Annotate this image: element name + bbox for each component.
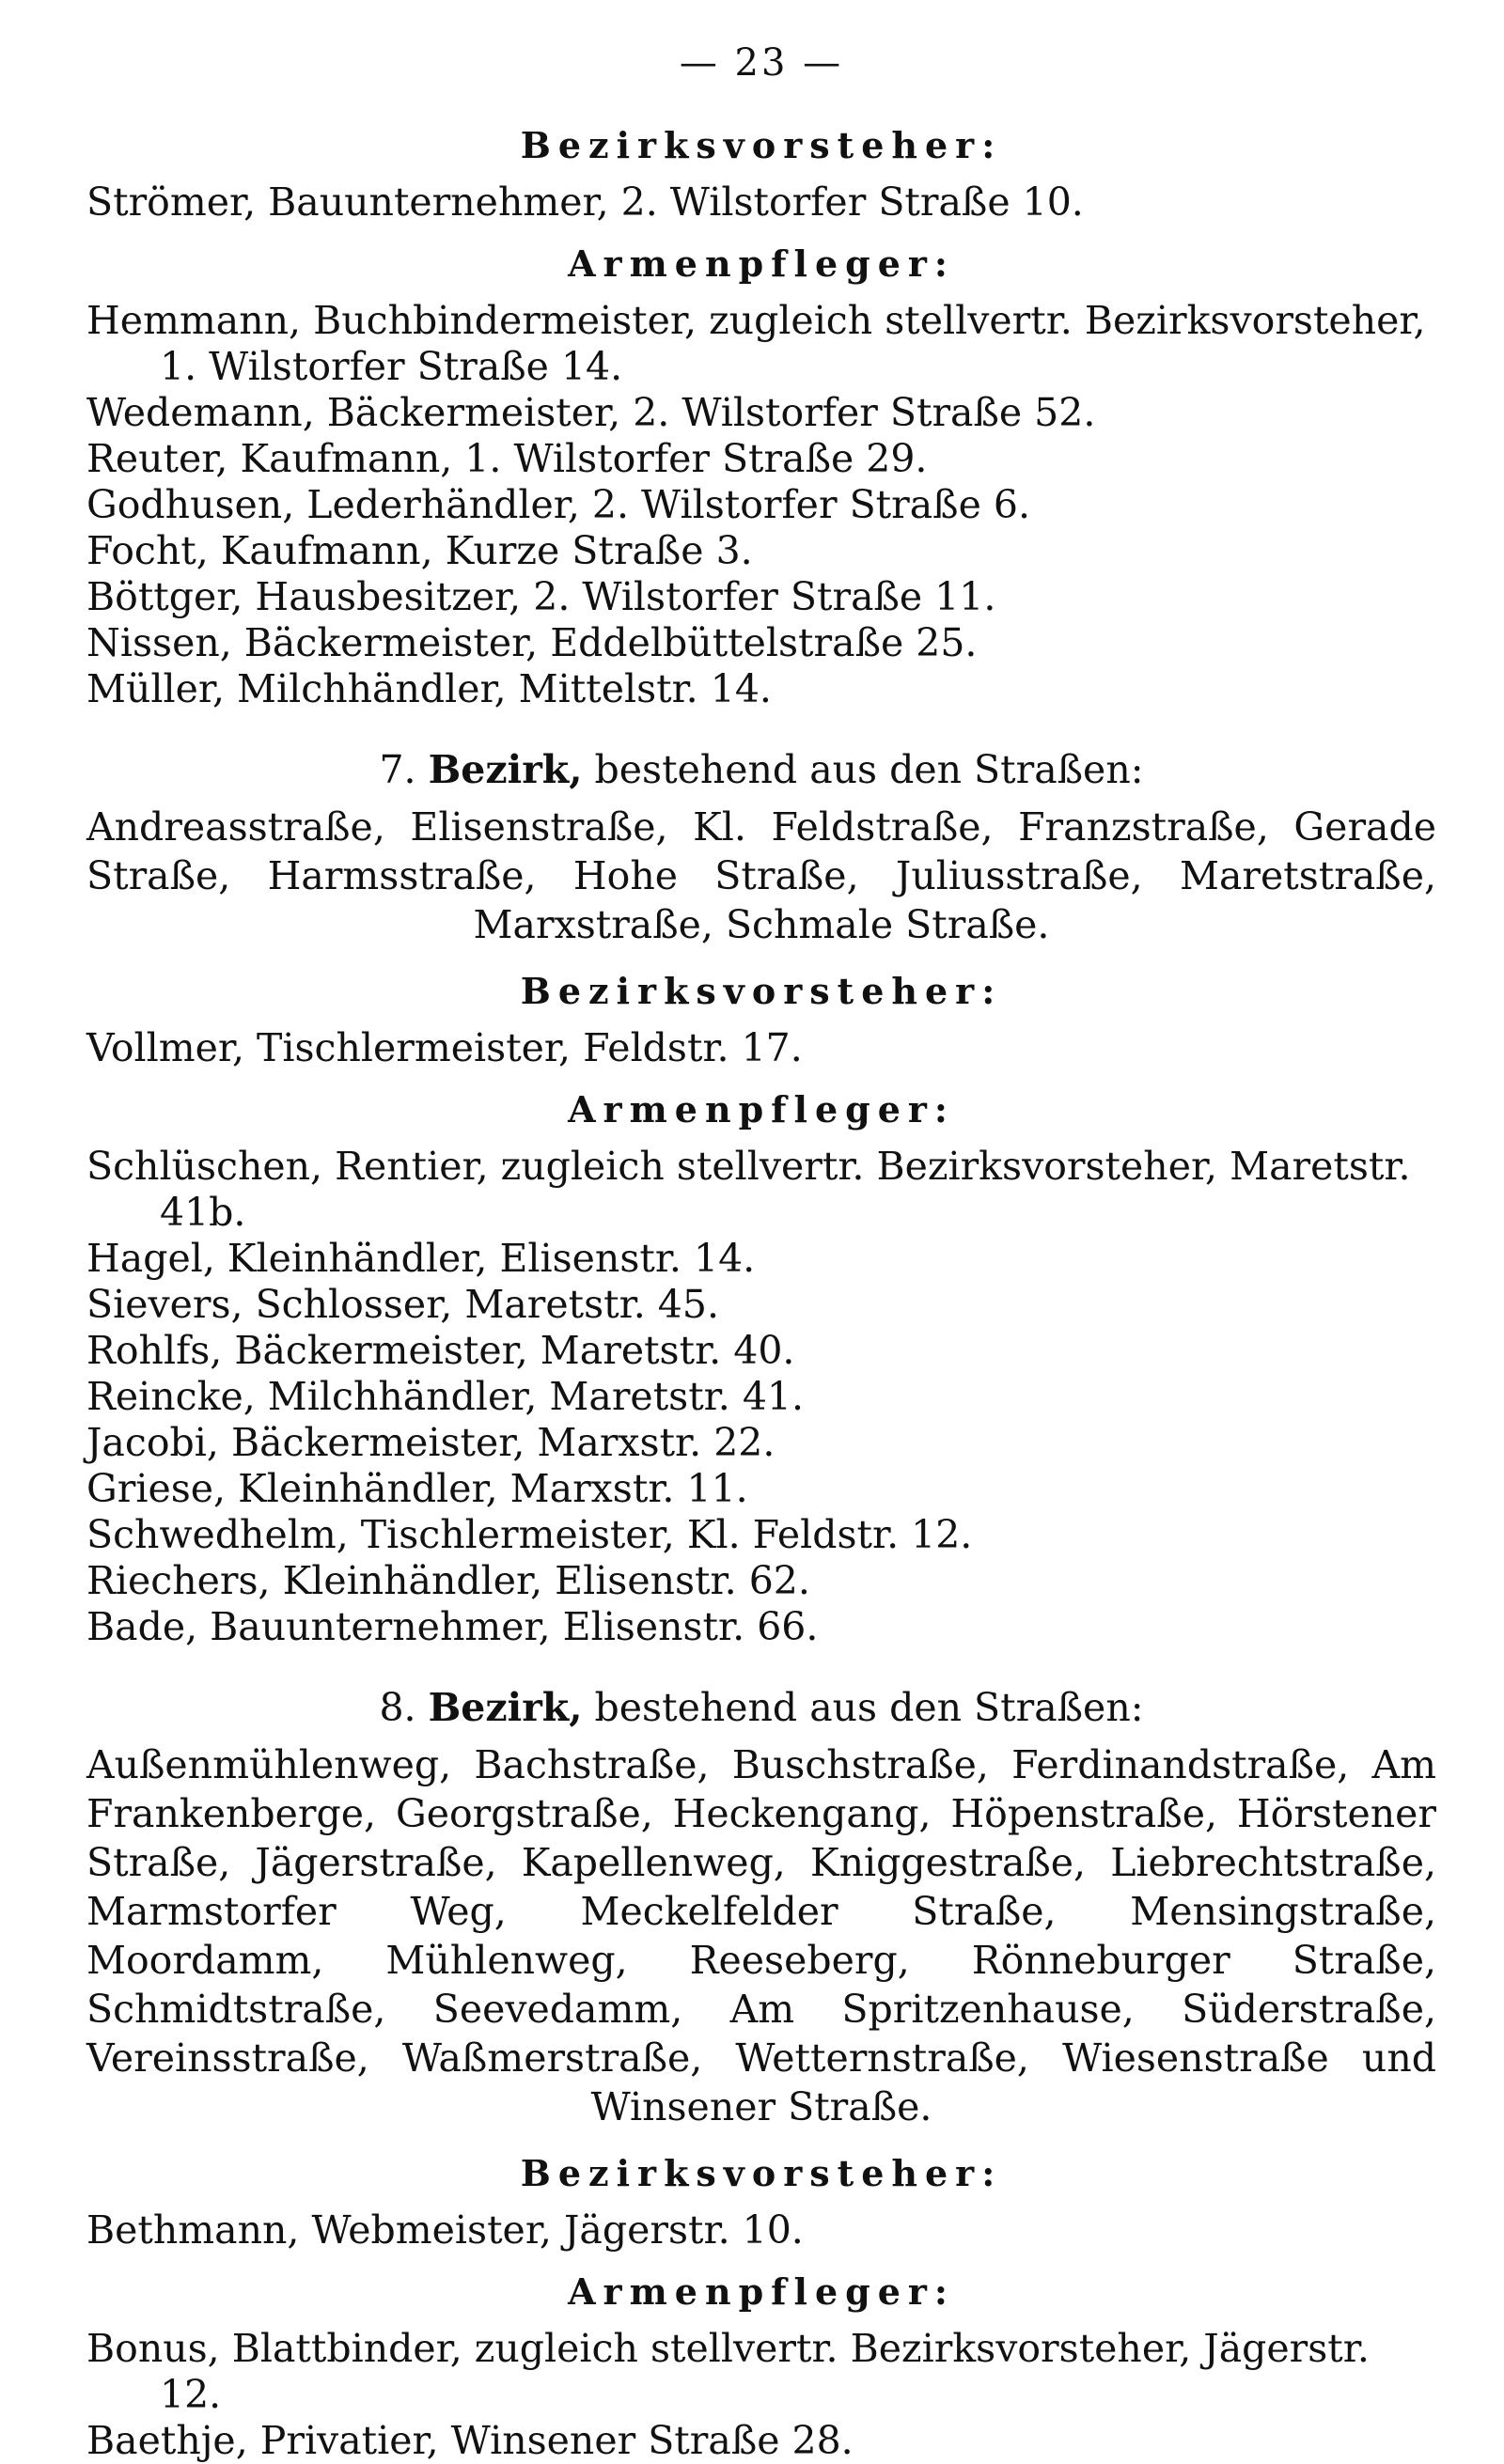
bezirksvorsteher-entry: Vollmer, Tischlermeister, Feldstr. 17. [86,1025,803,1070]
district-number: 8. [379,1685,416,1730]
armenpfleger-heading: Armenpfleger: [568,2270,955,2313]
district-heading [86,746,1436,793]
armenpfleger-entry: Riechers, Kleinhändler, Elisenstr. 62. [86,1558,810,1603]
street-list: Außenmühlenweg, Bachstraße, Buschstraße, Ferdinandstraße, Am Frankenberge, Georgstraße, Heckengang, Höpenstraße, Hörstener Straße, Jägerstraße, Kapellenweg, Kniggestraße, Liebrechtstraße, Marmstorfer Weg, Meckelfelder Straße, Mensingstraße, Moordamm, Mühlenweg, Reeseberg, Rönneburger Straße, Schmidtstraße, Seevedamm, Am Spritzenhause, Süderstraße, Vereinsstraße, Waßmerstraße, Wetternstraße, Wiesenstraße und Winsener Straße. [86,1742,1436,2129]
district-description: bestehend aus den Straßen: [594,1685,1144,1730]
armenpfleger-entry: Müller, Milchhändler, Mittelstr. 14. [86,666,772,711]
district-7 [86,746,1436,1650]
street-list: Andreasstraße, Elisenstraße, Kl. Feldstraße, Franzstraße, Gerade Straße, Harmsstraße, Hohe Straße, Juliusstraße, Maretstraße, Marxstraße, Schmale Straße. [86,804,1436,947]
armenpfleger-entry: Jacobi, Bäckermeister, Marxstr. 22. [86,1420,776,1465]
district-6-continuation [86,124,1436,712]
armenpfleger-entry: Griese, Kleinhändler, Marxstr. 11. [86,1466,748,1511]
armenpfleger-heading: Armenpfleger: [568,1088,955,1131]
district-heading [86,1684,1436,1731]
bezirksvorsteher-heading: Bezirksvorsteher: [520,2152,1003,2194]
armenpfleger-entry: Focht, Kaufmann, Kurze Straße 3. [86,528,753,573]
armenpfleger-entry: Bonus, Blattbinder, zugleich stellvertr. Bezirksvorsteher, Jägerstr. 12. [86,2326,1370,2417]
armenpfleger-entry: Hagel, Kleinhändler, Elisenstr. 14. [86,1236,756,1281]
district-number: 7. [379,747,416,792]
armenpfleger-entry: Reuter, Kaufmann, 1. Wilstorfer Straße 29. [86,436,928,481]
armenpfleger-entry: Nissen, Bäckermeister, Eddelbüttelstraße 25. [86,620,978,665]
armenpfleger-entry: Baethje, Privatier, Winsener Straße 28. [86,2418,854,2463]
armenpfleger-entry: Godhusen, Lederhändler, 2. Wilstorfer Straße 6. [86,482,1030,527]
bezirksvorsteher-entry: Strömer, Bauunternehmer, 2. Wilstorfer Straße 10. [86,179,1084,225]
armenpfleger-entry: Reincke, Milchhändler, Maretstr. 41. [86,1374,805,1419]
bezirksvorsteher-heading: Bezirksvorsteher: [520,124,1003,166]
armenpfleger-entry: Rohlfs, Bäckermeister, Maretstr. 40. [86,1328,795,1373]
armenpfleger-heading: Armenpfleger: [568,242,955,285]
armenpfleger-entry: Schlüschen, Rentier, zugleich stellvertr. Bezirksvorsteher, Maretstr. 41b. [86,1144,1411,1235]
district-8 [86,1684,1436,2464]
armenpfleger-entry: Bade, Bauunternehmer, Elisenstr. 66. [86,1604,819,1649]
district-word: Bezirk, [428,747,583,792]
district-description: bestehend aus den Straßen: [594,747,1144,792]
page-number: — 23 — [679,41,844,85]
armenpfleger-entry: Hemmann, Buchbindermeister, zugleich stellvertr. Bezirksvorsteher, 1. Wilstorfer Straße 14. [86,298,1426,389]
district-word: Bezirk, [428,1685,583,1730]
armenpfleger-entry: Böttger, Hausbesitzer, 2. Wilstorfer Straße 11. [86,574,996,619]
armenpfleger-entry: Wedemann, Bäckermeister, 2. Wilstorfer Straße 52. [86,390,1096,435]
armenpfleger-entry: Sievers, Schlosser, Maretstr. 45. [86,1282,719,1327]
armenpfleger-entry: Schwedhelm, Tischlermeister, Kl. Feldstr. 12. [86,1512,973,1557]
bezirksvorsteher-entry: Bethmann, Webmeister, Jägerstr. 10. [86,2207,804,2253]
bezirksvorsteher-heading: Bezirksvorsteher: [520,970,1003,1012]
